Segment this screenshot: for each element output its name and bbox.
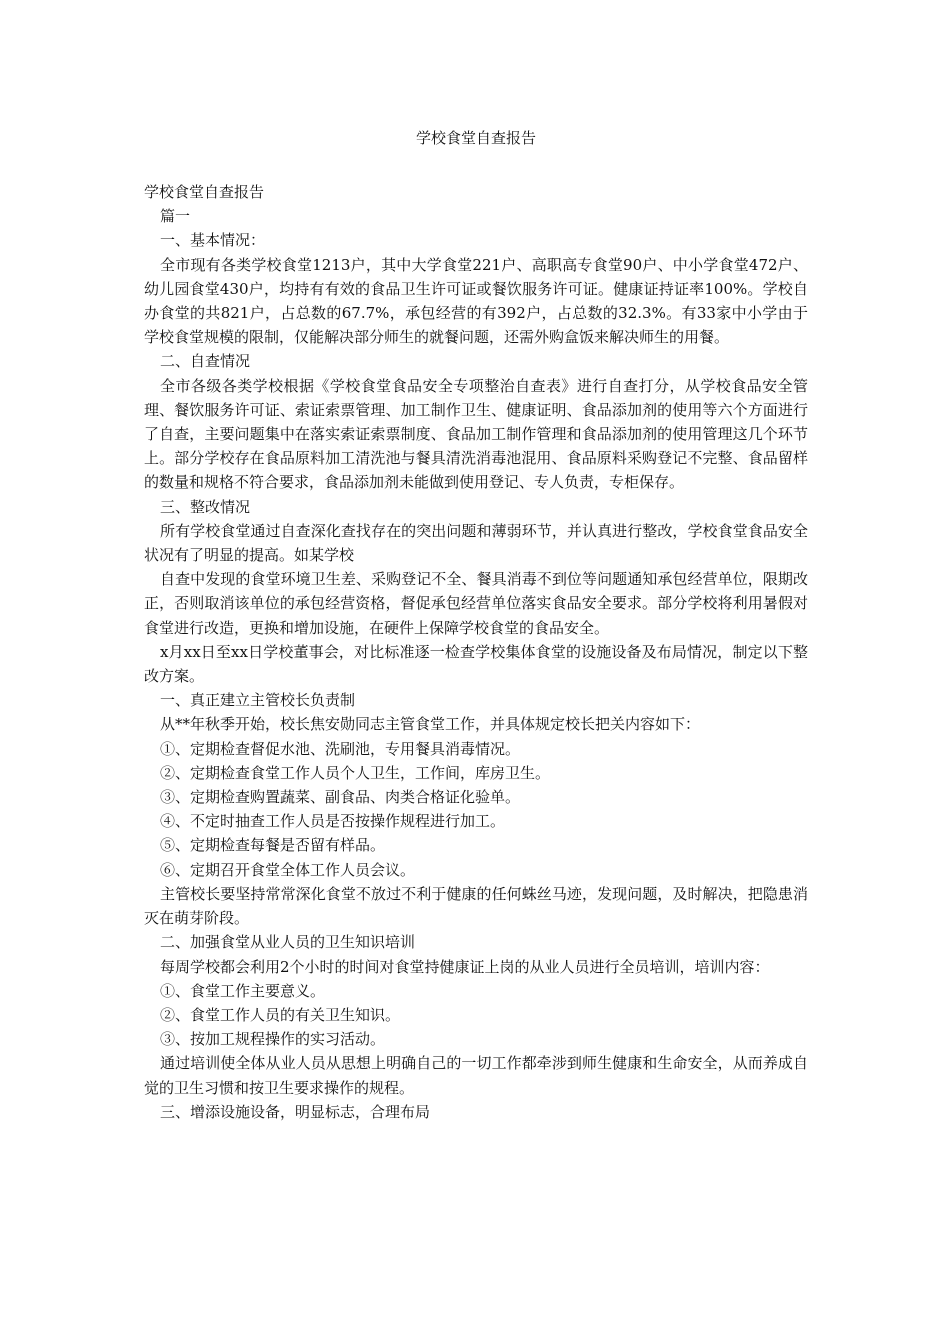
list-item: ④、不定时抽查工作人员是否按操作规程进行加工。 bbox=[160, 812, 506, 831]
paragraph-principal-intro: 从**年秋季开始，校长焦安勋同志主管食堂工作，并具体规定校长把关内容如下： bbox=[160, 715, 701, 734]
list-item: ②、食堂工作人员的有关卫生知识。 bbox=[160, 1005, 401, 1024]
paragraph-principal-closing: 主管校长要坚持常常深化食堂不放过不利于健康的任何蛛丝马迹，发现问题，及时解决，把隐患消灭在萌芽阶段。 bbox=[144, 884, 808, 928]
document-page bbox=[144, 126, 808, 1124]
section-heading-basic: 一、基本情况： bbox=[160, 231, 266, 250]
list-item: ⑤、定期检查每餐是否留有样品。 bbox=[160, 836, 386, 855]
section-heading-rectification: 三、整改情况 bbox=[160, 497, 251, 516]
list-item: ③、按加工规程操作的实习活动。 bbox=[160, 1030, 386, 1049]
section-heading-self-check: 二、自查情况 bbox=[160, 352, 251, 371]
paragraph-rectification-2: 自查中发现的食堂环境卫生差、采购登记不全、餐具消毒不到位等问题通知承包经营单位，限期改正，否则取消该单位的承包经营资格，督促承包经营单位落实食品安全要求。部分学校将利用暑假对食堂进行改造，更换和增加设施，在硬件上保障学校食堂的食品安全。 bbox=[144, 570, 808, 637]
paragraph-training-closing: 通过培训使全体从业人员从思想上明确自己的一切工作都牵涉到师生健康和生命安全，从而养成自觉的卫生习惯和按卫生要求操作的规程。 bbox=[144, 1054, 808, 1097]
paragraph-self-check: 全市各级各类学校根据《学校食堂食品安全专项整治自查表》进行自查打分，从学校食品安全管理、餐饮服务许可证、索证索票管理、加工制作卫生、健康证明、食品添加剂的使用等六个方面进行了自查，主要问题集中在落实索证索票制度、食品加工制作管理和食品添加剂的使用管理这几个环节上。部分学校存在食品原料加工清洗池与餐具清洗消毒池混用、食品原料采购登记不完整、食品留样的数量和规格不符合要求，食品添加剂未能做到使用登记、专人负责，专柜保存。 bbox=[144, 376, 808, 492]
part-label: 篇一 bbox=[160, 207, 191, 226]
list-item: ③、定期检查购置蔬菜、副食品、肉类合格证化验单。 bbox=[160, 788, 521, 807]
list-item: ①、定期检查督促水池、洗刷池，专用餐具消毒情况。 bbox=[160, 739, 521, 758]
plan-heading-facilities: 三、增添设施设备，明显标志，合理布局 bbox=[160, 1102, 431, 1121]
paragraph-training-intro: 每周学校都会利用2个小时的时间对食堂持健康证上岗的从业人员进行全员培训，培训内容： bbox=[160, 957, 770, 976]
list-item: ⑥、定期召开食堂全体工作人员会议。 bbox=[160, 860, 416, 879]
document-subtitle: 学校食堂自查报告 bbox=[144, 183, 265, 201]
paragraph-rectification-3: x月xx日至xx日学校董事会，对比标准逐一检查学校集体食堂的设施设备及布局情况，制定以下整改方案。 bbox=[144, 642, 808, 686]
plan-heading-principal: 一、真正建立主管校长负责制 bbox=[160, 691, 356, 710]
list-item: ①、食堂工作主要意义。 bbox=[160, 981, 326, 1000]
paragraph-basic-info: 全市现有各类学校食堂1213户，其中大学食堂221户、高职高专食堂90户、中小学食堂472户、幼儿园食堂430户，均持有有效的食品卫生许可证或餐饮服务许可证。健康证持证率100%。学校自办食堂的共821户，占总数的67.7%，承包经营的有392户，占总数的32.3%。有33家中小学由于学校食堂规模的限制，仅能解决部分师生的就餐问题，还需外购盒饭来解决师生的用餐。 bbox=[144, 255, 808, 347]
paragraph-rectification-1: 所有学校食堂通过自查深化查找存在的突出问题和薄弱环节，并认真进行整改，学校食堂食品安全状况有了明显的提高。如某学校 bbox=[144, 521, 808, 565]
plan-heading-training: 二、加强食堂从业人员的卫生知识培训 bbox=[160, 933, 416, 952]
document-title: 学校食堂自查报告 bbox=[415, 129, 536, 147]
list-item: ②、定期检查食堂工作人员个人卫生，工作间，库房卫生。 bbox=[160, 763, 551, 782]
